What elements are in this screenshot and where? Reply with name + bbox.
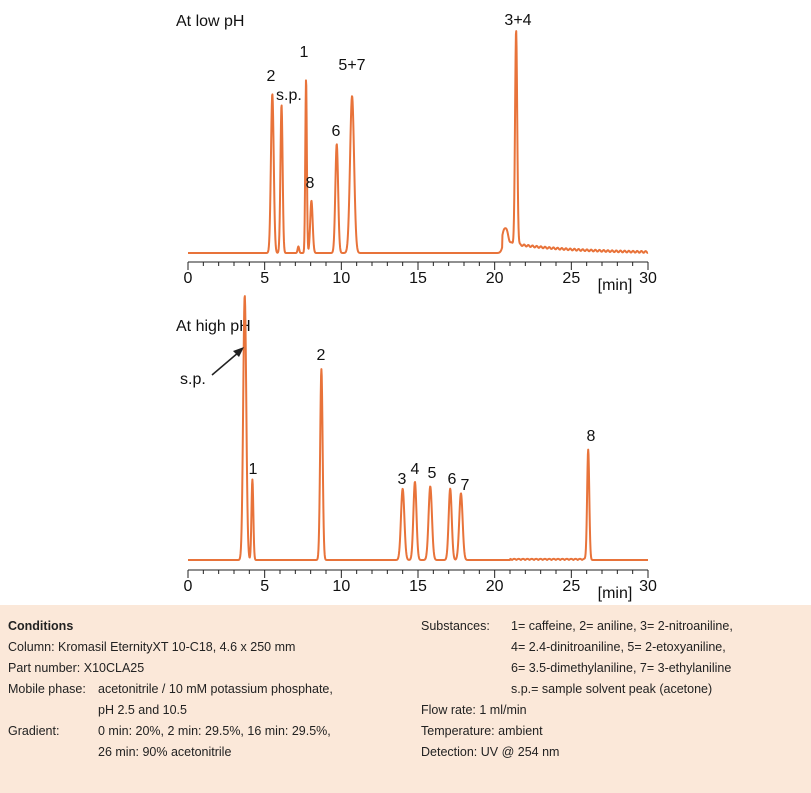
peak-label: 1 (248, 461, 258, 478)
x-tick-label: 5 (260, 578, 270, 595)
temperature-value: ambient (498, 724, 543, 738)
x-tick-label: 25 (562, 578, 581, 595)
temperature-row (421, 724, 543, 738)
part-label: Part number: (8, 661, 81, 675)
x-tick-label: 0 (183, 270, 193, 287)
part-row (8, 661, 144, 675)
peak-label: 6 (331, 123, 341, 140)
signal-trace (188, 31, 648, 253)
peak-label: 1 (299, 44, 309, 61)
substances-3: 6= 3.5-dimethylaniline, 7= 3-ethylaniline (511, 661, 732, 675)
x-tick-label: 10 (332, 270, 351, 287)
column-value: Kromasil EternityXT 10-C18, 4.6 x 250 mm (58, 640, 296, 654)
gradient-value-1: 0 min: 20%, 2 min: 29.5%, 16 min: 29.5%, (98, 724, 331, 738)
x-tick-label: 20 (485, 578, 504, 595)
peak-label: 2 (316, 347, 326, 364)
gradient-label: Gradient: (8, 724, 60, 738)
peak-label: 4 (410, 461, 420, 478)
peak-label: 6 (447, 471, 457, 488)
peak-label: s.p. (180, 371, 206, 388)
detection-label: Detection: (421, 745, 478, 759)
x-tick-label: 30 (639, 270, 657, 287)
substances-label: Substances: (421, 619, 490, 633)
x-tick-label: 20 (485, 270, 504, 287)
x-tick-label: 10 (332, 578, 351, 595)
x-tick-label: 30 (639, 578, 657, 595)
peak-label: 8 (305, 175, 315, 192)
peak-label: 3+4 (504, 12, 532, 29)
peak-label: 7 (460, 477, 470, 494)
peak-label: 3 (397, 471, 407, 488)
flow-value: 1 ml/min (479, 703, 527, 717)
column-row (8, 640, 295, 654)
substances-1: 1= caffeine, 2= aniline, 3= 2-nitroaniline, (511, 619, 733, 633)
mobile-label: Mobile phase: (8, 682, 86, 696)
chart-title: At high pH (176, 318, 251, 335)
conditions-panel (0, 605, 811, 793)
peak-label: s.p. (276, 87, 302, 104)
peak-label: 5+7 (338, 57, 366, 74)
flow-row (421, 703, 527, 717)
part-value: X10CLA25 (83, 661, 145, 675)
flow-label: Flow rate: (421, 703, 476, 717)
mobile-value-1: acetonitrile / 10 mM potassium phosphate, (98, 682, 333, 696)
detection-value: UV @ 254 nm (480, 745, 560, 759)
peak-label: 8 (586, 428, 596, 445)
temperature-label: Temperature: (421, 724, 495, 738)
x-tick-label: 5 (260, 270, 270, 287)
x-axis-label: [min] (597, 585, 633, 602)
x-tick-label: 15 (409, 270, 427, 287)
x-axis-label: [min] (597, 277, 633, 294)
detection-row (421, 745, 559, 759)
chromatogram-high-ph (176, 296, 657, 602)
substances-4: s.p.= sample solvent peak (acetone) (511, 682, 713, 696)
peak-label: 5 (427, 465, 437, 482)
x-tick-label: 15 (409, 578, 427, 595)
chromatogram-low-ph (176, 12, 657, 294)
peak-label: 2 (266, 68, 276, 85)
sp-arrow-line (212, 352, 239, 375)
mobile-value-2: pH 2.5 and 10.5 (98, 703, 187, 717)
chart-title: At low pH (176, 13, 245, 30)
x-tick-label: 25 (562, 270, 581, 287)
substances-2: 4= 2.4-dinitroaniline, 5= 2-etoxyaniline, (511, 640, 726, 654)
gradient-value-2: 26 min: 90% acetonitrile (98, 745, 232, 759)
conditions-heading: Conditions (8, 619, 74, 633)
x-tick-label: 0 (183, 578, 193, 595)
column-label: Column: (8, 640, 55, 654)
signal-trace (188, 296, 648, 560)
